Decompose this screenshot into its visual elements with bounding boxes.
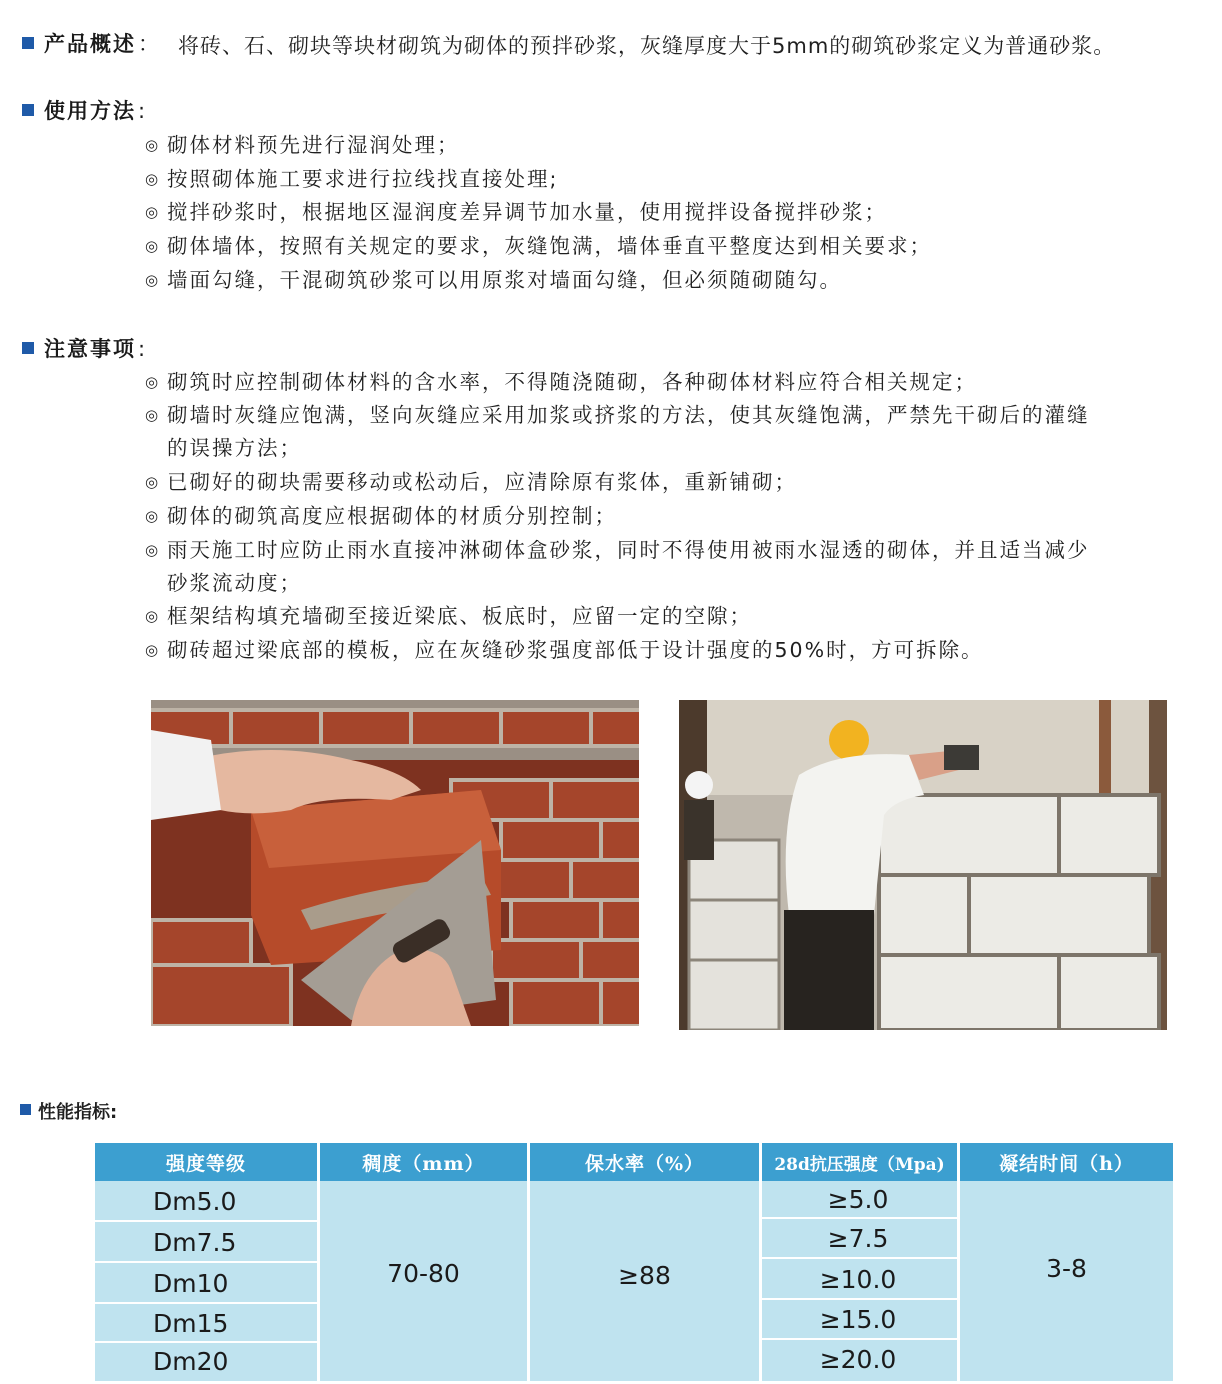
notes-item: [145, 636, 984, 664]
notes-item: [145, 602, 752, 630]
notes-item: [145, 468, 797, 496]
notes-item-text: 砌体的砌筑高度应根据砌体的材质分别控制；: [167, 504, 617, 528]
usage-colon: :: [138, 99, 148, 123]
usage-item: [145, 165, 558, 193]
overview-text: 将砖、石、砌块等块材砌筑为砌体的预拌砂浆，灰缝厚度大于5mm的砌筑砂浆定义为普通砂浆。: [178, 34, 1116, 58]
strength-cell: ≥7.5: [827, 1224, 889, 1253]
column-header-strength: 28d抗压强度（Mpa): [762, 1143, 957, 1181]
overview-colon: ：: [138, 32, 161, 56]
performance-table: [95, 1143, 1173, 1381]
notes-item-text: 砌筑时应控制砌体材料的含水率，不得随浇随砌，各种砌体材料应符合相关规定；: [167, 370, 977, 394]
notes-colon: :: [138, 337, 148, 361]
usage-label: 使用方法: [44, 99, 136, 123]
bullet-icon: ◎: [145, 271, 161, 289]
usage-item: [145, 131, 460, 159]
bullet-icon: ◎: [145, 607, 161, 625]
bullet-icon: ◎: [145, 473, 161, 491]
brick-laying-photo: [151, 700, 639, 1026]
section-marker-icon: [20, 1104, 31, 1115]
bullet-icon: ◎: [145, 541, 161, 559]
column-header-consistency: 稠度（mm）: [320, 1143, 527, 1181]
section-marker-icon: [22, 104, 34, 116]
row-divider: [95, 1220, 317, 1222]
bullet-icon: ◎: [145, 136, 161, 154]
consistency-cell: 70-80: [387, 1258, 460, 1288]
strength-cell: ≥20.0: [819, 1345, 897, 1374]
row-divider: [759, 1338, 957, 1340]
overview-label: 产品概述: [44, 32, 136, 56]
bullet-icon: ◎: [145, 170, 161, 188]
notes-item: [145, 401, 1090, 429]
row-divider: [95, 1341, 317, 1343]
section-marker-icon: [22, 37, 34, 49]
notes-item: [145, 368, 977, 396]
usage-item: [145, 198, 887, 226]
column-header-setting-time: 凝结时间（h）: [960, 1143, 1173, 1181]
usage-item-text: 搅拌砂浆时，根据地区湿润度差异调节加水量，使用搅拌设备搅拌砂浆；: [167, 200, 887, 224]
section-marker-icon: [22, 342, 34, 354]
notes-heading: [44, 333, 147, 363]
overview-heading: [44, 28, 161, 58]
notes-item-continued: 砂浆流动度；: [167, 571, 302, 595]
usage-item-text: 按照砌体施工要求进行拉线找直接处理;: [167, 167, 559, 191]
notes-item-text: 砌砖超过梁底部的模板，应在灰缝砂浆强度部低于设计强度的50%时，方可拆除。: [167, 638, 984, 662]
bullet-icon: ◎: [145, 406, 161, 424]
bullet-icon: ◎: [145, 507, 161, 525]
notes-item-continued: 的误操方法；: [167, 436, 302, 460]
performance-heading: 性能指标:: [38, 1102, 118, 1123]
usage-item-text: 砌体材料预先进行湿润处理；: [167, 133, 460, 157]
usage-item-text: 砌体墙体，按照有关规定的要求，灰缝饱满，墙体垂直平整度达到相关要求；: [167, 234, 932, 258]
row-divider: [95, 1302, 317, 1304]
strength-cell: ≥5.0: [827, 1184, 889, 1214]
bullet-icon: ◎: [145, 373, 161, 391]
notes-label: 注意事项: [44, 337, 136, 361]
usage-item: [145, 266, 842, 294]
row-divider: [759, 1217, 957, 1219]
grade-cell: Dm15: [153, 1308, 229, 1338]
bullet-icon: ◎: [145, 237, 161, 255]
block-wall-photo: [679, 700, 1167, 1030]
notes-item: [145, 502, 617, 530]
grade-cell: Dm20: [153, 1346, 229, 1376]
usage-item-text: 墙面勾缝，干混砌筑砂浆可以用原浆对墙面勾缝，但必须随砌随勾。: [167, 268, 842, 292]
notes-item: [145, 536, 1090, 564]
row-divider: [759, 1257, 957, 1259]
usage-heading: [44, 95, 147, 125]
notes-item-text: 框架结构填充墙砌至接近梁底、板底时，应留一定的空隙；: [167, 604, 752, 628]
usage-item: [145, 232, 932, 260]
bullet-icon: ◎: [145, 203, 161, 221]
row-divider: [95, 1261, 317, 1263]
setting-time-cell: 3-8: [1046, 1253, 1087, 1283]
notes-item-text: 雨天施工时应防止雨水直接冲淋砌体盒砂浆，同时不得使用被雨水湿透的砌体，并且适当减少: [167, 538, 1090, 562]
water-retention-cell: ≥88: [618, 1260, 671, 1290]
notes-item-text: 砌墙时灰缝应饱满，竖向灰缝应采用加浆或挤浆的方法，使其灰缝饱满，严禁先干砌后的灌缝: [167, 403, 1090, 427]
grade-cell: Dm5.0: [153, 1187, 237, 1216]
row-divider: [759, 1298, 957, 1300]
bullet-icon: ◎: [145, 641, 161, 659]
column-header-water-retention: 保水率（%）: [530, 1143, 759, 1181]
notes-item-text: 已砌好的砌块需要移动或松动后，应清除原有浆体，重新铺砌；: [167, 470, 797, 494]
grade-cell: Dm10: [153, 1268, 229, 1298]
strength-cell: ≥15.0: [819, 1305, 897, 1334]
column-header-grade: 强度等级: [95, 1143, 317, 1181]
grade-cell: Dm7.5: [153, 1227, 237, 1257]
strength-cell: ≥10.0: [819, 1264, 897, 1294]
